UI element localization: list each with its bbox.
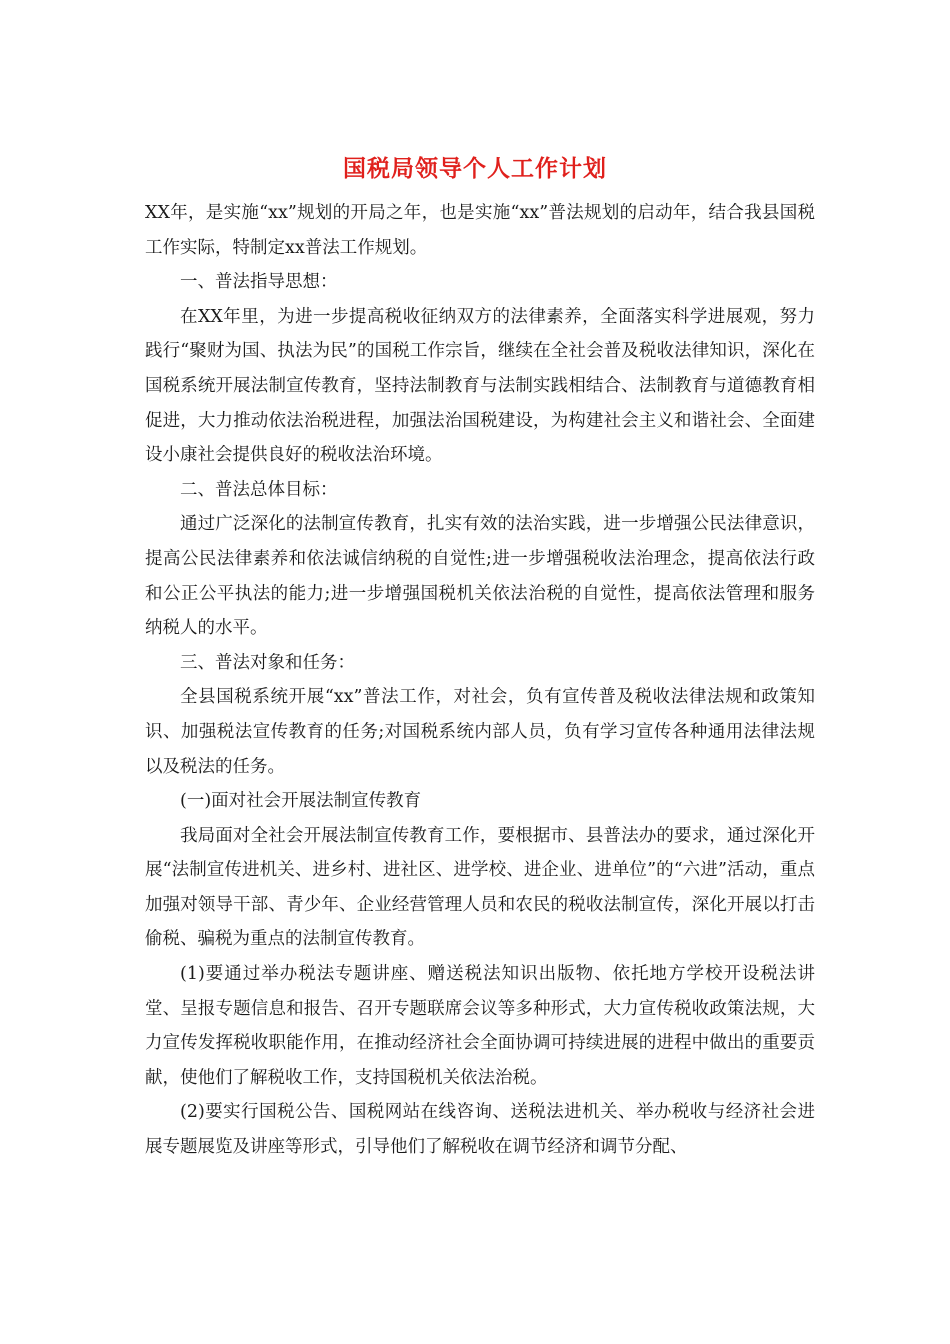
list-item-2: (2)要实行国税公告、国税网站在线咨询、送税法进机关、举办税收与经济社会进展专题展览及讲座等形式，引导他们了解税收在调节经济和调节分配、 xyxy=(145,1102,815,1158)
subsection-heading: (一)面对社会开展法制宣传教育 xyxy=(180,791,422,812)
document-title: 国税局领导个人工作计划 xyxy=(343,155,607,182)
section-heading-3: 三、普法对象和任务： xyxy=(180,652,355,673)
paragraph: 我局面对全社会开展法制宣传教育工作，要根据市、县普法办的要求，通过深化开展“法制宣传进机关、进乡村、进社区、进学校、进企业、进单位”的“六进”活动，重点加强对领导干部、青少年、企业经营管理人员和农民的税收法制宣传，深化开展以打击偷税、骗税为重点的法制宣传教育。 xyxy=(145,825,815,950)
paragraph: 在XX年里，为进一步提高税收征纳双方的法律素养，全面落实科学进展观，努力践行“聚财为国、执法为民”的国税工作宗旨，继续在全社会普及税收法律知识，深化在国税系统开展法制宣传教育，坚持法制教育与法制实践相结合、法制教育与道德教育相促进，大力推动依法治税进程，加强法治国税建设，为构建社会主义和谐社会、全面建设小康社会提供良好的税收法治环境。 xyxy=(145,306,815,466)
paragraph-intro: XX年，是实施“xx”规划的开局之年，也是实施“xx”普法规划的启动年，结合我县国税工作实际，特制定xx普法工作规划。 xyxy=(145,203,815,258)
list-item-1: (1)要通过举办税法专题讲座、赠送税法知识出版物、依托地方学校开设税法讲堂、呈报专题信息和报告、召开专题联席会议等多种形式，大力宣传税收政策法规，大力宣传发挥税收职能作用，在推动经济社会全面协调可持续进展的进程中做出的重要贡献，使他们了解税收工作，支持国税机关依法治税。 xyxy=(145,964,815,1088)
section-heading-1: 一、普法指导思想： xyxy=(180,272,338,293)
paragraph: 通过广泛深化的法制宣传教育，扎实有效的法治实践，进一步增强公民法律意识，提高公民法律素养和依法诚信纳税的自觉性;进一步增强税收法治理念，提高依法行政和公正公平执法的能力;进一步增强国税机关依法治税的自觉性，提高依法管理和服务纳税人的水平。 xyxy=(145,514,815,639)
section-heading-2: 二、普法总体目标： xyxy=(180,479,338,500)
document-body xyxy=(145,196,815,1165)
paragraph: 全县国税系统开展“xx”普法工作，对社会，负有宣传普及税收法律法规和政策知识、加强税法宣传教育的任务;对国税系统内部人员，负有学习宣传各种通用法律法规以及税法的任务。 xyxy=(145,687,815,777)
